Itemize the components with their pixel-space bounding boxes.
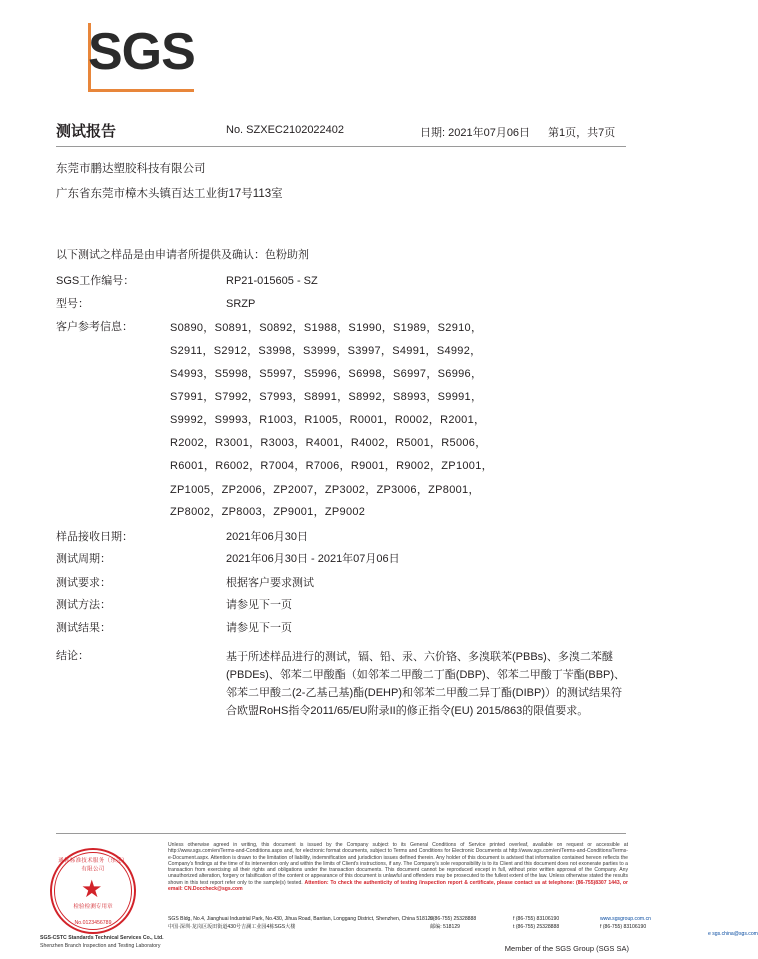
seal-label-primary: SGS-CSTC Standards Technical Services Co., Ltd.: [40, 935, 164, 941]
legal-attention: Attention: To check the authenticity of testing /inspection report & certificate, please contact us at telephone: (86-755)8307 1443, or email: CN.Doccheck@sgs.com: [168, 879, 628, 893]
legal-disclaimer: [168, 842, 628, 892]
legal-paragraph: Unless otherwise agreed in writing, this document is issued by the Company subject to its General Conditions of Service printed overleaf, available on request or accessible at http://www.sgs.com/en/Terms-and-Conditions.aspx and, for electronic format documents, subject to Terms and Conditions for Electronic Documents at http://www.sgs.com/en/Terms-and-Conditions/Terms-e-Document.aspx. Attention is drawn to the limitation of liability, indemnification and jurisdiction issues defined therein. Any holder of this document is advised that information contained hereon reflects the Company's findings at the time of its intervention only and within the limits of Client's instructions, if any. The Company's sole responsibility is to its Client and this document does not exonerate parties to a transaction from exercising all their rights and obligations under the transaction documents. This document cannot be reproduced except in full, without prior written approval of the Company. Any unauthorized alteration, forgery or falsification of the content or appearance of this document is unlawful and offenders may be prosecuted to the fullest extent of the law. Unless otherwise stated the results shown in this test report refer only to the sample(s) tested.: [168, 842, 628, 886]
address-line-en: SGS Bldg, No.4, Jianghuai Industrial Park, No.430, Jihua Road, Bantian, Longgang District, Shenzhen, China 518129: [168, 916, 434, 922]
field-label: 型号：: [56, 298, 89, 310]
client-reference-line: S7991，S7992，S7993，S8991，S8992，S8993，S9991，: [170, 391, 483, 403]
address-fax-cn: f (86-755) 83106190: [600, 923, 647, 930]
sgs-logo-text: SGS: [88, 23, 195, 81]
client-reference-line: S9992，S9993，R1003，R1005，R0001，R0002，R2001，: [170, 414, 486, 426]
member-of-group-line: Member of the SGS Group (SGS SA): [504, 944, 629, 953]
field-value: 请参见下一页: [226, 599, 292, 611]
client-reference-line: S2911，S2912，S3998，S3999，S3997，S4991，S4992，: [170, 345, 482, 357]
footer-divider: [56, 833, 626, 834]
field-value: 2021年06月30日 - 2021年07月06日: [226, 553, 400, 565]
field-label: 测试结果：: [56, 622, 111, 634]
address-email[interactable]: e sgs.china@sgs.com: [708, 931, 758, 938]
footer-address-block: [168, 916, 758, 939]
address-website[interactable]: www.sgsgroup.com.cn: [600, 916, 651, 922]
client-reference-line: S4993，S5998，S5997，S5996，S6998，S6997，S6996，: [170, 368, 483, 380]
field-label: 测试方法：: [56, 599, 111, 611]
address-phone-cn: t (86-755) 25328888: [513, 923, 560, 930]
field-label: 测试周期：: [56, 553, 111, 565]
field-label: 测试要求：: [56, 577, 111, 589]
conclusion-text: 基于所述样品进行的测试，镉、铅、汞、六价铬、多溴联苯(PBBs)、多溴二苯醚(PBDEs)、邻苯二甲酸酯（如邻苯二甲酸二丁酯(DBP)、邻苯二甲酸丁苄酯(BBP)、邻苯二甲酸二(2-乙基己基)酯(DEHP)和邻苯二甲酸二异丁酯(DIBP)）的测试结果符合欧盟RoHS指令2011/65/EU附录II的修正指令(EU) 2015/863的限值要求。: [226, 651, 626, 717]
field-value: 根据客户要求测试: [226, 577, 314, 589]
address-row: [168, 916, 651, 924]
star-icon: ★: [81, 876, 103, 903]
field-label: 客户参考信息：: [56, 321, 133, 333]
address-row: [168, 923, 647, 932]
sample-statement: 以下测试之样品是由申请者所提供及确认：色粉助剂: [56, 249, 309, 261]
seal-mid-text: 检验检测专用章: [73, 904, 113, 910]
logo-underline: [88, 89, 194, 92]
client-reference-line: ZP8002，ZP8003，ZP9001，ZP9002: [170, 506, 366, 518]
field-label: 样品接收日期：: [56, 531, 133, 543]
page-title: 测试报告: [56, 123, 117, 140]
field-value: SRZP: [226, 298, 256, 310]
address-postcode: 邮编: 518129: [430, 923, 461, 930]
field-label: 结论：: [56, 650, 89, 662]
seal-label-secondary: Shenzhen Branch Inspection and Testing Laboratory: [40, 943, 161, 949]
field-value: RP21-015605 - SZ: [226, 275, 318, 287]
client-name: 东莞市鹏达塑胶科技有限公司: [56, 163, 206, 175]
header-divider: [56, 146, 626, 147]
field-value: 2021年06月30日: [226, 531, 308, 543]
address-row: [168, 931, 758, 939]
field-value: 请参见下一页: [226, 622, 292, 634]
report-number: No. SZXEC2102022402: [226, 124, 345, 136]
client-address: 广东省东莞市樟木头镇百达工业街17号113室: [56, 188, 283, 200]
report-header: [56, 120, 626, 144]
client-reference-line: ZP1005，ZP2006，ZP2007，ZP3002，ZP3006，ZP8001，: [170, 484, 480, 496]
client-reference-line: S0890，S0891，S0892，S1988，S1990，S1989，S2910，: [170, 322, 483, 334]
seal-top-text: 通标标准技术服务（东莞）有限公司: [58, 857, 128, 873]
report-date: 日期: 2021年07月06日: [420, 127, 531, 139]
client-reference-line: R6001，R6002，R7004，R7006，R9001，R9002，ZP1001，: [170, 460, 493, 472]
field-label: SGS工作编号：: [56, 275, 135, 287]
company-seal: [40, 845, 164, 949]
seal-bottom-text: No.0123456789: [74, 920, 112, 926]
address-line-cn: 中国·深圳·龙岗区坂田街道430号吉澜工业园4栋SGS大楼: [168, 923, 296, 930]
sgs-logo: [88, 23, 198, 88]
page-indicator: 第1页，共7页: [548, 127, 616, 139]
client-reference-line: R2002，R3001，R3003，R4001，R4002，R5001，R5006，: [170, 437, 487, 449]
address-fax-en: f (86-755) 83106190: [513, 916, 560, 922]
address-phone-en: t (86-755) 25328888: [430, 916, 477, 922]
